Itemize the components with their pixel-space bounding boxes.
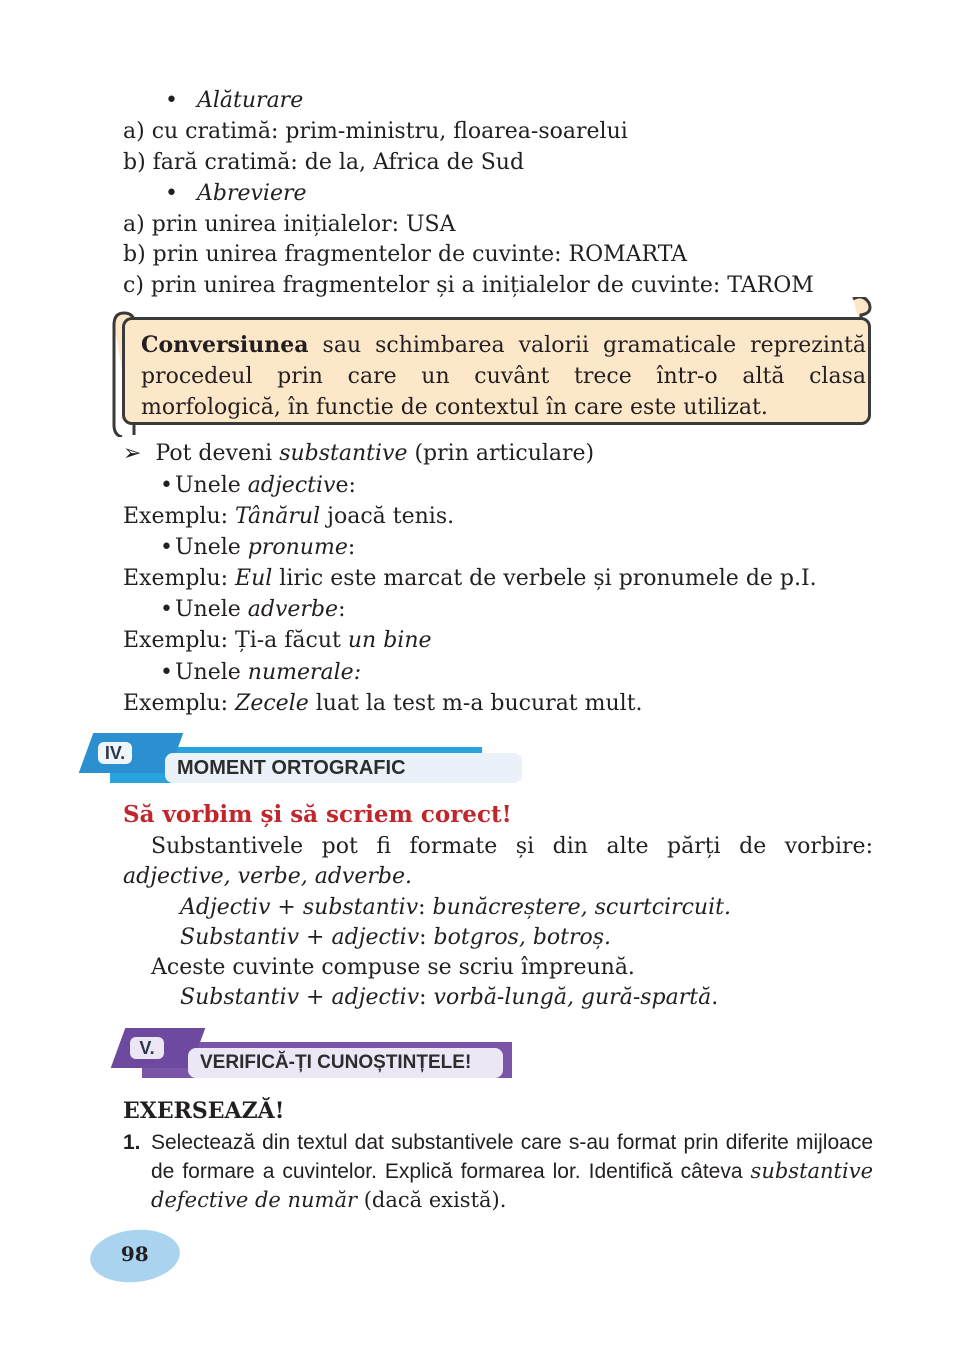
conversion-intro: ➢ Pot deveni substantive (prin articulare) [123,441,595,466]
section-v-banner [112,1028,512,1080]
section-title: VERIFICĂ-ȚI CUNOȘTINȚELE! [188,1048,503,1078]
conversion-example: Exemplu: Eul liric este marcat de verbele și pronumele de p.I. [123,566,817,591]
ortho-heading: Să vorbim și să scriem corect! [123,801,512,828]
definition-text: Conversiunea sau schimbarea valorii gramaticale reprezintă procedeul prin care un cuvânt trece într-o altă clasa morfologică, în functie de contextul în care este utilizat. [141,332,866,420]
arrow-icon: ➢ [123,441,142,466]
conversion-example: Exemplu: Ți-a făcut un bine [123,628,432,653]
list-item-alaturare: • Alăturare [165,88,304,113]
ortho-rule: Substantiv + adjectiv: vorbă-lungă, gură-spartă. [180,985,719,1010]
page-number-badge [88,1225,183,1286]
ortho-rule: Adjectiv + substantiv: bunăcreștere, scurtcircuit. [180,895,731,920]
section-iv-banner [80,733,482,785]
conversion-item: •Unele numerale: [160,660,362,685]
ortho-paragraph: Substantivele pot fi formate și din alte părți de vorbire: adjective, verbe, adverbe. [123,834,873,889]
list-item: a) cu cratimă: prim-ministru, floarea-soarelui [123,119,628,144]
conversion-item: •Unele adjective: [160,473,356,498]
section-number: V. [130,1037,164,1059]
conversion-example: Exemplu: Zecele luat la test m-a bucurat mult. [123,691,643,716]
page-number: 98 [120,1242,149,1267]
conversion-item: •Unele pronume: [160,535,356,560]
list-item: b) fară cratimă: de la, Africa de Sud [123,150,525,175]
conversion-item: •Unele adverbe: [160,597,346,622]
list-item: b) prin unirea fragmentelor de cuvinte: ROMARTA [123,242,688,267]
list-item: a) prin unirea inițialelor: USA [123,212,456,237]
definition-scroll [108,311,873,429]
section-number: IV. [98,742,132,764]
ortho-note: Aceste cuvinte compuse se scriu împreună. [151,955,635,980]
conversion-example: Exemplu: Tânărul joacă tenis. [123,504,455,529]
section-title: MOMENT ORTOGRAFIC [165,753,522,783]
list-item-abreviere: • Abreviere [165,181,307,206]
scroll-body [122,317,871,425]
exercise-task: 1. Selectează din textul dat substantivele care s-au format prin diferite mijloace de formare a cuvintelor. Explică formarea lor. Identifică câteva substantive defective de număr (dacă există). [123,1131,873,1212]
exercise-title: EXERSEAZĂ! [123,1098,285,1124]
list-item: c) prin unirea fragmentelor și a inițialelor de cuvinte: TAROM [123,273,814,298]
ortho-rule: Substantiv + adjectiv: botgros, botroș. [180,925,612,950]
